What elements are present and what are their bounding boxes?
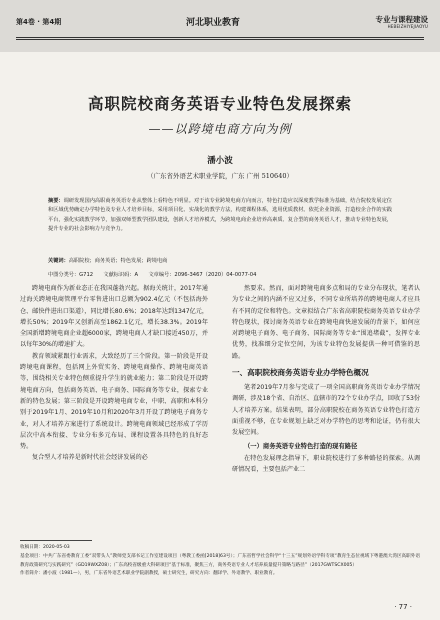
section-heading: 一、高职院校商务英语专业办学特色概况 — [232, 368, 369, 378]
author-bio: 作者简介：潘小波（1981—），男，广东省外语艺术职业学院副教授，硕士研究生，研究方向：翻译学、外语教学、职业教育。 — [20, 571, 278, 577]
abstract — [48, 197, 392, 234]
body-paragraph: 然要求。然而，面对跨境电商多点和局的专业分布现状，笔者认为专业之间的内涵不应又过多，不同专业所培养的跨境电商人才应具有不同的定位和特色。文章拟结合广东省高职院校商务英语专业办学特色现状，探讨商务英语专业在跨境电商快速发展的背景下，如何应对跨境电子商务、电子商务、国际商务等专业“围追堵截”，发挥专业优势，找准细分定位空间，为该专业特色发展提供一种可借鉴的思路。 — [232, 285, 420, 360]
header-rule — [16, 37, 424, 40]
received-date: 收稿日期：2020-05-03 — [20, 545, 70, 550]
section-name-en: HEBEIZHIYEJIAOYU — [387, 24, 428, 29]
author-name: 潘小波 — [207, 156, 233, 166]
body-paragraph: 跨境电商作为新业态正在我国蓬勃兴起。据海关统计，2017年通过海关跨境电商管理平台零售进出口总额为902.4亿元（不包括海外仓、邮快件进出口渠道），同比增长80.6%；2018年达到1347亿元，增长50%；2019年又创新高至1862.1亿元，增长38.3%。2019年全国新增跨境电商企业超6000家，跨境电商人才缺口接近450万，并以每年30%的增速扩大。 — [20, 285, 208, 349]
section-name: 专业与课程建设 — [375, 15, 428, 24]
volume-issue: 第4卷 · 第4期 — [16, 18, 62, 26]
page-number: · 77 · — [394, 603, 412, 611]
classification-line: 中图分类号：G712 文献标识码：A 文章编号：2096-3467（2020）04-0077-04 — [48, 272, 257, 278]
abstract-label: 摘要： — [48, 198, 64, 204]
body-paragraph: 教育领域紧跟行业需求，大致经历了三个阶段。第一阶段是开设跨境电商课程，包括网上外贸实务、跨境电商操作、跨境电商英语等，围绕相关专业特色侧重提升学生的就业能力；第二阶段是开设跨境电商方向，包括商务英语、电子商务、国际商务等专业，探索专业新的特色发展；第三阶段是开设跨境电商专业，中职、高职和本科分别于2019年1月、2019年10月和2020年3月开设了跨境电子商务专业，对人才培养方案进行了系统设计。跨境电商领域已经形成了学历层次中高本衔接、专业分布多元布局、课程设置各具特色的良好态势。 — [20, 352, 208, 451]
article-title: 高职院校商务英语专业特色发展探索 — [87, 95, 352, 113]
fund-info: 基金项目：中共广东省委教育工委“双带头人”教师党支部书记工作室建设项目（粤教工委函[2018]63号）；广东省哲学社会科学“十三五”规划外语学科专项“教育生态位视域下粤港澳大湾区高职外语教育政策研究与实践研究”（GD19WXZ08）；广东高校省级重大科研项目“基于标准，聚焦三方，商务英语专业人才培养质量提升策略与路径”（2017GWTSCX005） — [20, 553, 420, 568]
subsection-heading: （一）商务英语专业特色打造的现有路径 — [244, 442, 358, 450]
journal-name: 河北职业教育 — [186, 18, 241, 28]
footnote-rule — [20, 540, 92, 541]
body-paragraph: 复合型人才培养是新时代社会经济发展的必 — [32, 454, 148, 462]
body-column-left — [20, 283, 208, 493]
keywords-label: 关键词： — [48, 258, 69, 264]
body-paragraph: 笔者2019年7月参与完成了一项全国高职商务英语专业办学情况调研，涉及18个省、自治区、直辖市的72个专业办学点，回收了53份人才培养方案。结果表明，部分高职院校在商务英语专业特色打造方面重视不够，在专业规划上缺乏对办学特色的思考和论证，仍有很大发展空间。 — [232, 384, 420, 437]
footnote — [20, 544, 420, 579]
body-column-right — [232, 283, 420, 583]
body-paragraph: 在特色发展理念指导下，职业院校进行了多种路径的探索。从调研情况看，主要包括产业二 — [232, 454, 420, 473]
author-affiliation: （广东省外语艺术职业学院，广东 广州 510640） — [147, 172, 293, 180]
keywords — [48, 257, 392, 266]
article-subtitle: ——以跨境电商方向为例 — [148, 122, 292, 136]
running-header — [0, 14, 440, 34]
abstract-text: 调研发现国内高职商务英语专业从整体上看特色不明显。对于该专业跨境电商方向而言，特色打造应以深度教学标准为基础，结合院校发展定位和区域优势确定办学特色及专业人才培养目标，采用项目化、实战化的教学方法，构建课程体系，选用优质教材。依托企业资源，打造校企合作的实践平台，强化实践教学环节，加强双师型教学团队建设，创新人才培养模式，为跨境电商企业培养高素质、复合型的商务英语人才，推动专业特色发展，提升专业的社会影响力与竞争力。 — [48, 198, 392, 232]
keywords-text: 高职院校；商务英语；特色发展；跨境电商 — [68, 258, 168, 264]
